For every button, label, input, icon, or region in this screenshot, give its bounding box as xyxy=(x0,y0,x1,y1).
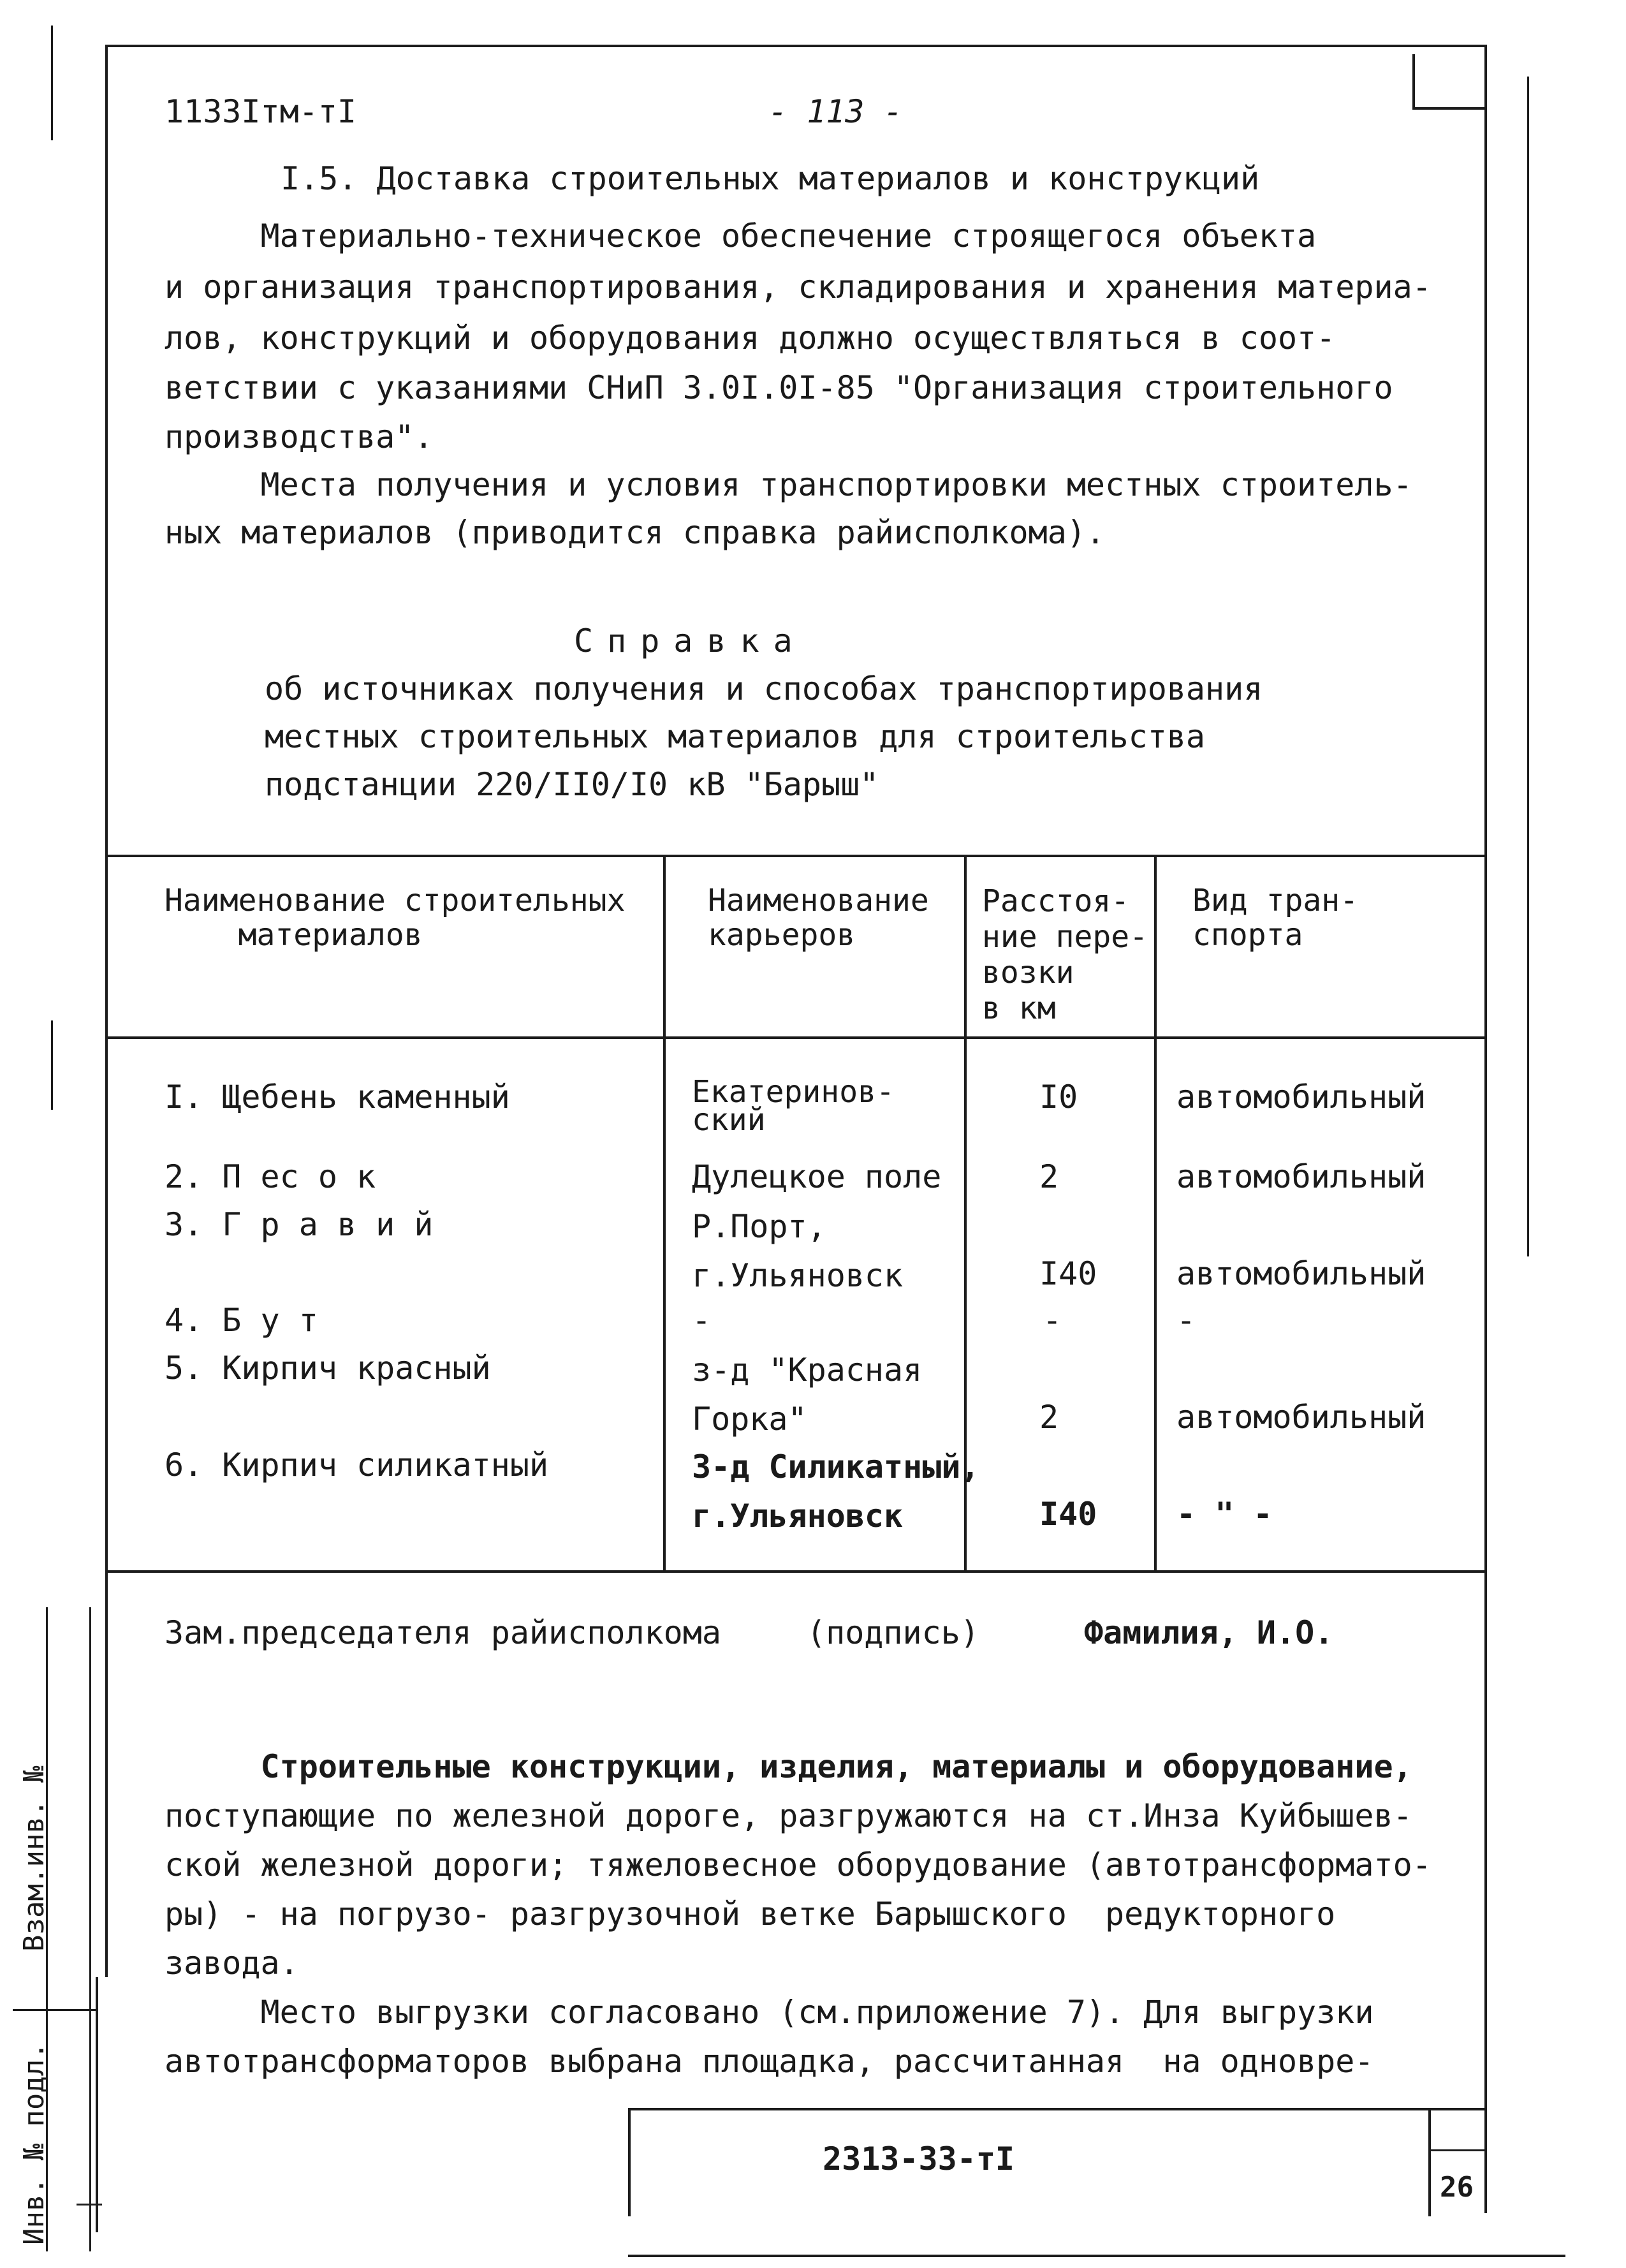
stamp-code: 2313-33-тI xyxy=(823,2140,1015,2177)
frame-left-lower xyxy=(96,1977,98,2232)
cell-material: 6. Кирпич силикатный xyxy=(165,1447,549,1484)
cell-quarry: Екатеринов- ский xyxy=(692,1074,895,1138)
table-header-distance: Расстоя- ние пере- возки в км xyxy=(982,883,1148,1026)
bottom-edge-rule xyxy=(628,2255,1565,2257)
cell-distance: I40 xyxy=(1039,1496,1097,1533)
cell-material: 2. П ес о к xyxy=(165,1158,376,1195)
certificate-subtitle-line: об источниках получения и способах транспортирования xyxy=(265,670,1263,707)
margin-label-replacement: Взам.инв. № xyxy=(18,1765,50,1952)
cell-distance: 2 xyxy=(1039,1158,1059,1195)
outer-right-edge xyxy=(1527,77,1529,1256)
cell-transport: автомобильный xyxy=(1176,1399,1426,1436)
para1-line: лов, конструкций и оборудования должно осуществляться в соот- xyxy=(165,320,1336,357)
cell-quarry: - xyxy=(692,1302,712,1339)
para1-line: Материально-техническое обеспечение строящегося объекта xyxy=(165,217,1317,254)
corner-tab-bottom xyxy=(1412,107,1486,110)
table-header-rule xyxy=(105,1036,1486,1039)
cell-material: 3. Г р а в и й xyxy=(165,1206,434,1243)
margin-line xyxy=(89,1607,91,2251)
cell-material: 5. Кирпич красный xyxy=(165,1350,491,1387)
para3-line: завода. xyxy=(165,1945,299,1982)
certificate-subtitle-line: подстанции 220/II0/I0 кВ "Барыш" xyxy=(265,766,879,803)
para3-line: Строительные конструкции, изделия, материалы и оборудование, xyxy=(165,1748,1412,1785)
stamp-sheet-rule xyxy=(1428,2149,1486,2151)
cell-material: 4. Б у т xyxy=(165,1302,318,1339)
signatory-name: Фамилия, И.О. xyxy=(1084,1614,1334,1651)
frame-left xyxy=(105,45,108,1977)
table-top-rule xyxy=(105,855,1486,857)
table-col-divider xyxy=(1154,855,1157,1572)
table-header-transport: Вид тран- спорта xyxy=(1192,883,1359,953)
stamp-left xyxy=(628,2108,631,2216)
outer-left-mark2 xyxy=(51,1020,53,1110)
signatory-position: Зам.председателя райисполкома xyxy=(165,1614,721,1651)
para3-line: ры) - на погрузо- разгрузочной ветке Барышского редукторного xyxy=(165,1896,1336,1933)
certificate-title: Справка xyxy=(574,622,807,659)
doc-code: 1133Iтм-тI xyxy=(165,93,357,130)
outer-left-mark xyxy=(51,26,53,140)
para1-line: ветствии с указаниями СНиП 3.0I.0I-85 "Организация строительного xyxy=(165,369,1393,406)
para2-line: Места получения и условия транспортировки местных строитель- xyxy=(165,466,1412,503)
margin-divider xyxy=(13,2009,96,2011)
para4-line: автотрансформаторов выбрана площадка, рассчитанная на одновре- xyxy=(165,2043,1374,2080)
para3-line: ской железной дороги; тяжеловесное оборудование (автотрансформато- xyxy=(165,1846,1432,1883)
cell-transport: автомобильный xyxy=(1176,1255,1426,1292)
cell-transport: - " - xyxy=(1176,1496,1273,1533)
frame-top xyxy=(105,45,1486,47)
cell-distance: I40 xyxy=(1039,1255,1097,1292)
cell-transport: - xyxy=(1176,1302,1196,1339)
cell-transport: автомобильный xyxy=(1176,1158,1426,1195)
para2-line: ных материалов (приводится справка райисполкома). xyxy=(165,514,1106,551)
margin-label-inventory: Инв. № подл. xyxy=(18,2042,50,2245)
frame-right xyxy=(1484,45,1487,2213)
table-bottom-rule xyxy=(105,1570,1486,1573)
corner-tab xyxy=(1412,54,1415,108)
cell-quarry: Р.Порт, г.Ульяновск xyxy=(692,1208,904,1294)
table-col-divider xyxy=(663,855,666,1572)
cell-distance: 2 xyxy=(1039,1399,1059,1436)
cell-quarry: З-д Силикатный, г.Ульяновск xyxy=(692,1448,980,1535)
page-number: - 113 - xyxy=(768,93,903,130)
stamp-top xyxy=(628,2108,1486,2110)
para1-line: и организация транспортирования, складирования и хранения материа- xyxy=(165,269,1432,306)
table-header-material: Наименование строительных материалов xyxy=(165,883,626,953)
signature-placeholder: (подпись) xyxy=(807,1614,979,1651)
stamp-divider xyxy=(1428,2108,1431,2216)
certificate-subtitle-line: местных строительных материалов для строительства xyxy=(265,718,1206,755)
cell-material: I. Щебень каменный xyxy=(165,1079,510,1116)
section-heading: I.5. Доставка строительных материалов и конструкций xyxy=(281,160,1260,197)
para1-line: производства". xyxy=(165,418,434,455)
sheet-number: 26 xyxy=(1440,2171,1474,2204)
cell-distance: I0 xyxy=(1039,1079,1078,1116)
para3-line: поступающие по железной дороге, разгружаются на ст.Инза Куйбышев- xyxy=(165,1797,1412,1834)
cell-distance: - xyxy=(1043,1302,1062,1339)
cell-quarry: з-д "Красная Горка" xyxy=(692,1351,923,1438)
cell-transport: автомобильный xyxy=(1176,1079,1426,1116)
table-header-quarry: Наименование карьеров xyxy=(708,883,929,953)
cell-quarry: Дулецкое поле xyxy=(692,1158,942,1195)
para4-line: Место выгрузки согласовано (см.приложение 7). Для выгрузки xyxy=(165,1994,1374,2031)
